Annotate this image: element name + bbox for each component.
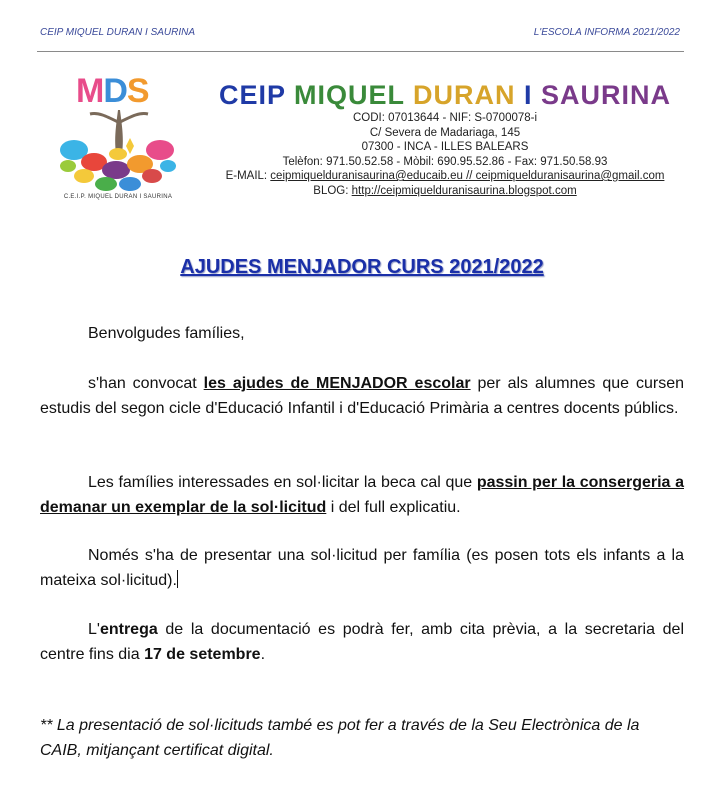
school-name-part: MIQUEL <box>293 80 413 110</box>
email-label: E-MAIL: <box>225 170 271 182</box>
p3-text: Només s'ha de presentar una sol·licitud per família (es posen tots els infants a la mateixa sol·licitud). <box>40 547 684 589</box>
school-name-part: CEIP <box>218 80 294 110</box>
paragraph-una-sollicitud <box>40 543 684 593</box>
school-email-line <box>200 169 690 184</box>
text-cursor <box>177 570 178 588</box>
paragraph-entrega <box>40 617 684 667</box>
blog-link[interactable]: http://ceipmiquelduranisaurina.blogspot.com <box>351 184 577 197</box>
page-title: AJUDES MENJADOR CURS 2021/2022 <box>180 256 544 278</box>
school-blog-line <box>200 184 690 199</box>
paragraph-consergeria <box>40 470 684 520</box>
p1-highlight: les ajudes de MENJADOR escolar <box>203 375 471 392</box>
p2-highlight: passin per la consergeria a demanar un exemplar de la sol·licitud <box>40 474 684 516</box>
p4-text-mid: de la documentació es podrà fer, amb cita prèvia, a la secretaria del centre fins dia <box>40 621 684 663</box>
school-logo <box>44 66 192 210</box>
email-link[interactable]: ceipmiquelduranisaurina@educaib.eu // ceipmiquelduranisaurina@gmail.com <box>270 170 665 182</box>
p4-bold-entrega: entrega <box>99 621 158 638</box>
p4-bold-date: 17 de setembre <box>144 646 261 663</box>
school-address: C/ Severa de Madariaga, 145 <box>369 126 521 139</box>
p1-text-end: per als alumnes que cursen estudis del segon cicle d'Educació Infantil i d'Educació Primària a centres docents públics. <box>40 375 684 417</box>
school-city: 07300 - INCA - ILLES BALEARS <box>361 141 529 153</box>
p4-text-end: . <box>260 646 266 663</box>
logo-letters: MDS <box>76 72 149 110</box>
p2-text-end: i del full explicatiu. <box>326 499 461 516</box>
school-codi: CODI: 07013644 - NIF: S-0700078-i <box>352 112 538 124</box>
paragraph-convocatoria <box>40 371 684 421</box>
school-contact <box>200 111 690 198</box>
school-name-part: I <box>524 80 542 110</box>
p2-text: Les famílies interessades en sol·licitar la beca cal que <box>88 474 477 491</box>
header-section-label: L'ESCOLA INFORMA 2021/2022 <box>533 27 680 38</box>
school-name-part: SAURINA <box>541 80 672 110</box>
greeting: Benvolgudes famílies, <box>88 325 245 342</box>
school-name <box>200 80 690 111</box>
p1-text: s'han convocat <box>88 375 204 392</box>
logo-caption: C.E.I.P. MIQUEL DURAN I SAURINA <box>63 194 173 200</box>
p4-text: L' <box>88 621 100 638</box>
footnote: ** La presentació de sol·licituds també es pot fer a través de la Seu Electrònica de la CAIB, mitjançant certificat digital. <box>40 717 640 759</box>
school-phones: Telèfon: 971.50.52.58 - Mòbil: 690.95.52.86 - Fax: 971.50.58.93 <box>282 155 608 168</box>
header-divider <box>37 51 684 52</box>
blog-label: BLOG: <box>313 184 352 197</box>
school-name-part: DURAN <box>413 80 524 110</box>
header-school-name: CEIP MIQUEL DURAN I SAURINA <box>40 27 196 38</box>
